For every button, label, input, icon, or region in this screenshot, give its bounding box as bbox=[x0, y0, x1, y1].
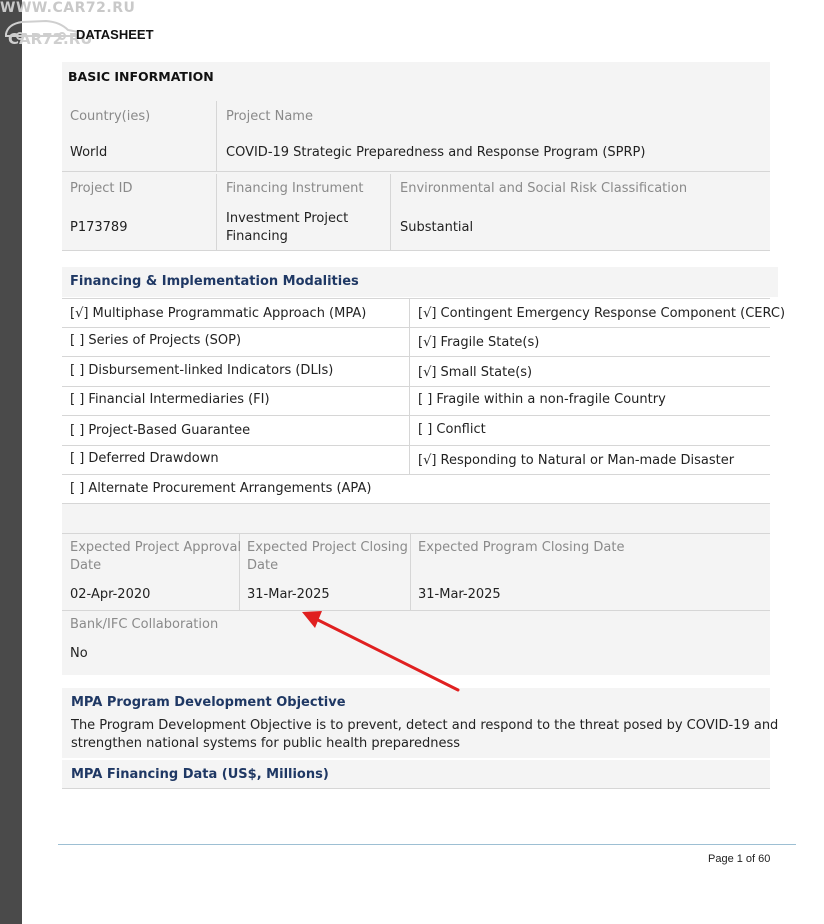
modality-fragile-nonfragile: [ ] Fragile within a non-fragile Country bbox=[418, 392, 666, 407]
modality-sop: [ ] Series of Projects (SOP) bbox=[70, 333, 242, 348]
basic-info-header: BASIC INFORMATION bbox=[68, 69, 214, 84]
modality-mpa: [√] Multiphase Programmatic Approach (MPA) bbox=[70, 306, 367, 321]
modality-disaster: [√] Responding to Natural or Man-made Disaster bbox=[418, 453, 735, 468]
watermark-brand: CAR72.RU bbox=[8, 30, 93, 48]
pdo-text-line2: strengthen national systems for public health preparedness bbox=[71, 736, 461, 751]
watermark-url: WWW.CAR72.RU bbox=[0, 0, 136, 16]
project-id-label: Project ID bbox=[70, 181, 133, 196]
collab-label: Bank/IFC Collaboration bbox=[70, 617, 219, 632]
pdo-header: MPA Program Development Objective bbox=[71, 695, 346, 710]
collab-value: No bbox=[70, 646, 88, 661]
project-closing-label-line2: Date bbox=[247, 558, 279, 573]
modalities-header: Financing & Implementation Modalities bbox=[70, 274, 359, 289]
env-risk-value: Substantial bbox=[400, 220, 474, 235]
project-id-value: P173789 bbox=[70, 220, 128, 235]
page-number: Page 1 of 60 bbox=[708, 853, 771, 865]
financing-data-header: MPA Financing Data (US$, Millions) bbox=[71, 767, 329, 782]
project-name-label: Project Name bbox=[226, 109, 313, 124]
approval-date-label-line2: Date bbox=[70, 558, 102, 573]
pdo-text-line1: The Program Development Objective is to prevent, detect and respond to the threat posed by COVID-19 and bbox=[71, 718, 779, 733]
financing-instrument-value-line1: Investment Project bbox=[226, 211, 349, 226]
modality-deferred: [ ] Deferred Drawdown bbox=[70, 451, 219, 466]
financing-instrument-value-line2: Financing bbox=[226, 229, 288, 244]
program-closing-label: Expected Program Closing Date bbox=[418, 540, 625, 555]
modality-apa: [ ] Alternate Procurement Arrangements (APA) bbox=[70, 481, 372, 496]
approval-date-value: 02-Apr-2020 bbox=[70, 587, 151, 602]
modality-small-state: [√] Small State(s) bbox=[418, 365, 533, 380]
modality-fi: [ ] Financial Intermediaries (FI) bbox=[70, 392, 270, 407]
modality-cerc: [√] Contingent Emergency Response Component (CERC) bbox=[418, 306, 786, 321]
env-risk-label: Environmental and Social Risk Classification bbox=[400, 181, 688, 196]
project-closing-label-line1: Expected Project Closing bbox=[247, 540, 408, 555]
footer-rule bbox=[58, 844, 796, 845]
modality-fragile: [√] Fragile State(s) bbox=[418, 335, 540, 350]
program-closing-value: 31-Mar-2025 bbox=[418, 587, 501, 602]
country-label: Country(ies) bbox=[70, 109, 151, 124]
modality-conflict: [ ] Conflict bbox=[418, 422, 486, 437]
approval-date-label-line1: Expected Project Approval bbox=[70, 540, 242, 555]
modality-guarantee: [ ] Project-Based Guarantee bbox=[70, 423, 251, 438]
financing-instrument-label: Financing Instrument bbox=[226, 181, 364, 196]
country-value: World bbox=[70, 145, 108, 160]
modality-dli: [ ] Disbursement-linked Indicators (DLIs) bbox=[70, 363, 334, 378]
document-title: DATASHEET bbox=[76, 27, 154, 42]
project-closing-value: 31-Mar-2025 bbox=[247, 587, 330, 602]
project-name-value: COVID-19 Strategic Preparedness and Response Program (SPRP) bbox=[226, 145, 646, 160]
